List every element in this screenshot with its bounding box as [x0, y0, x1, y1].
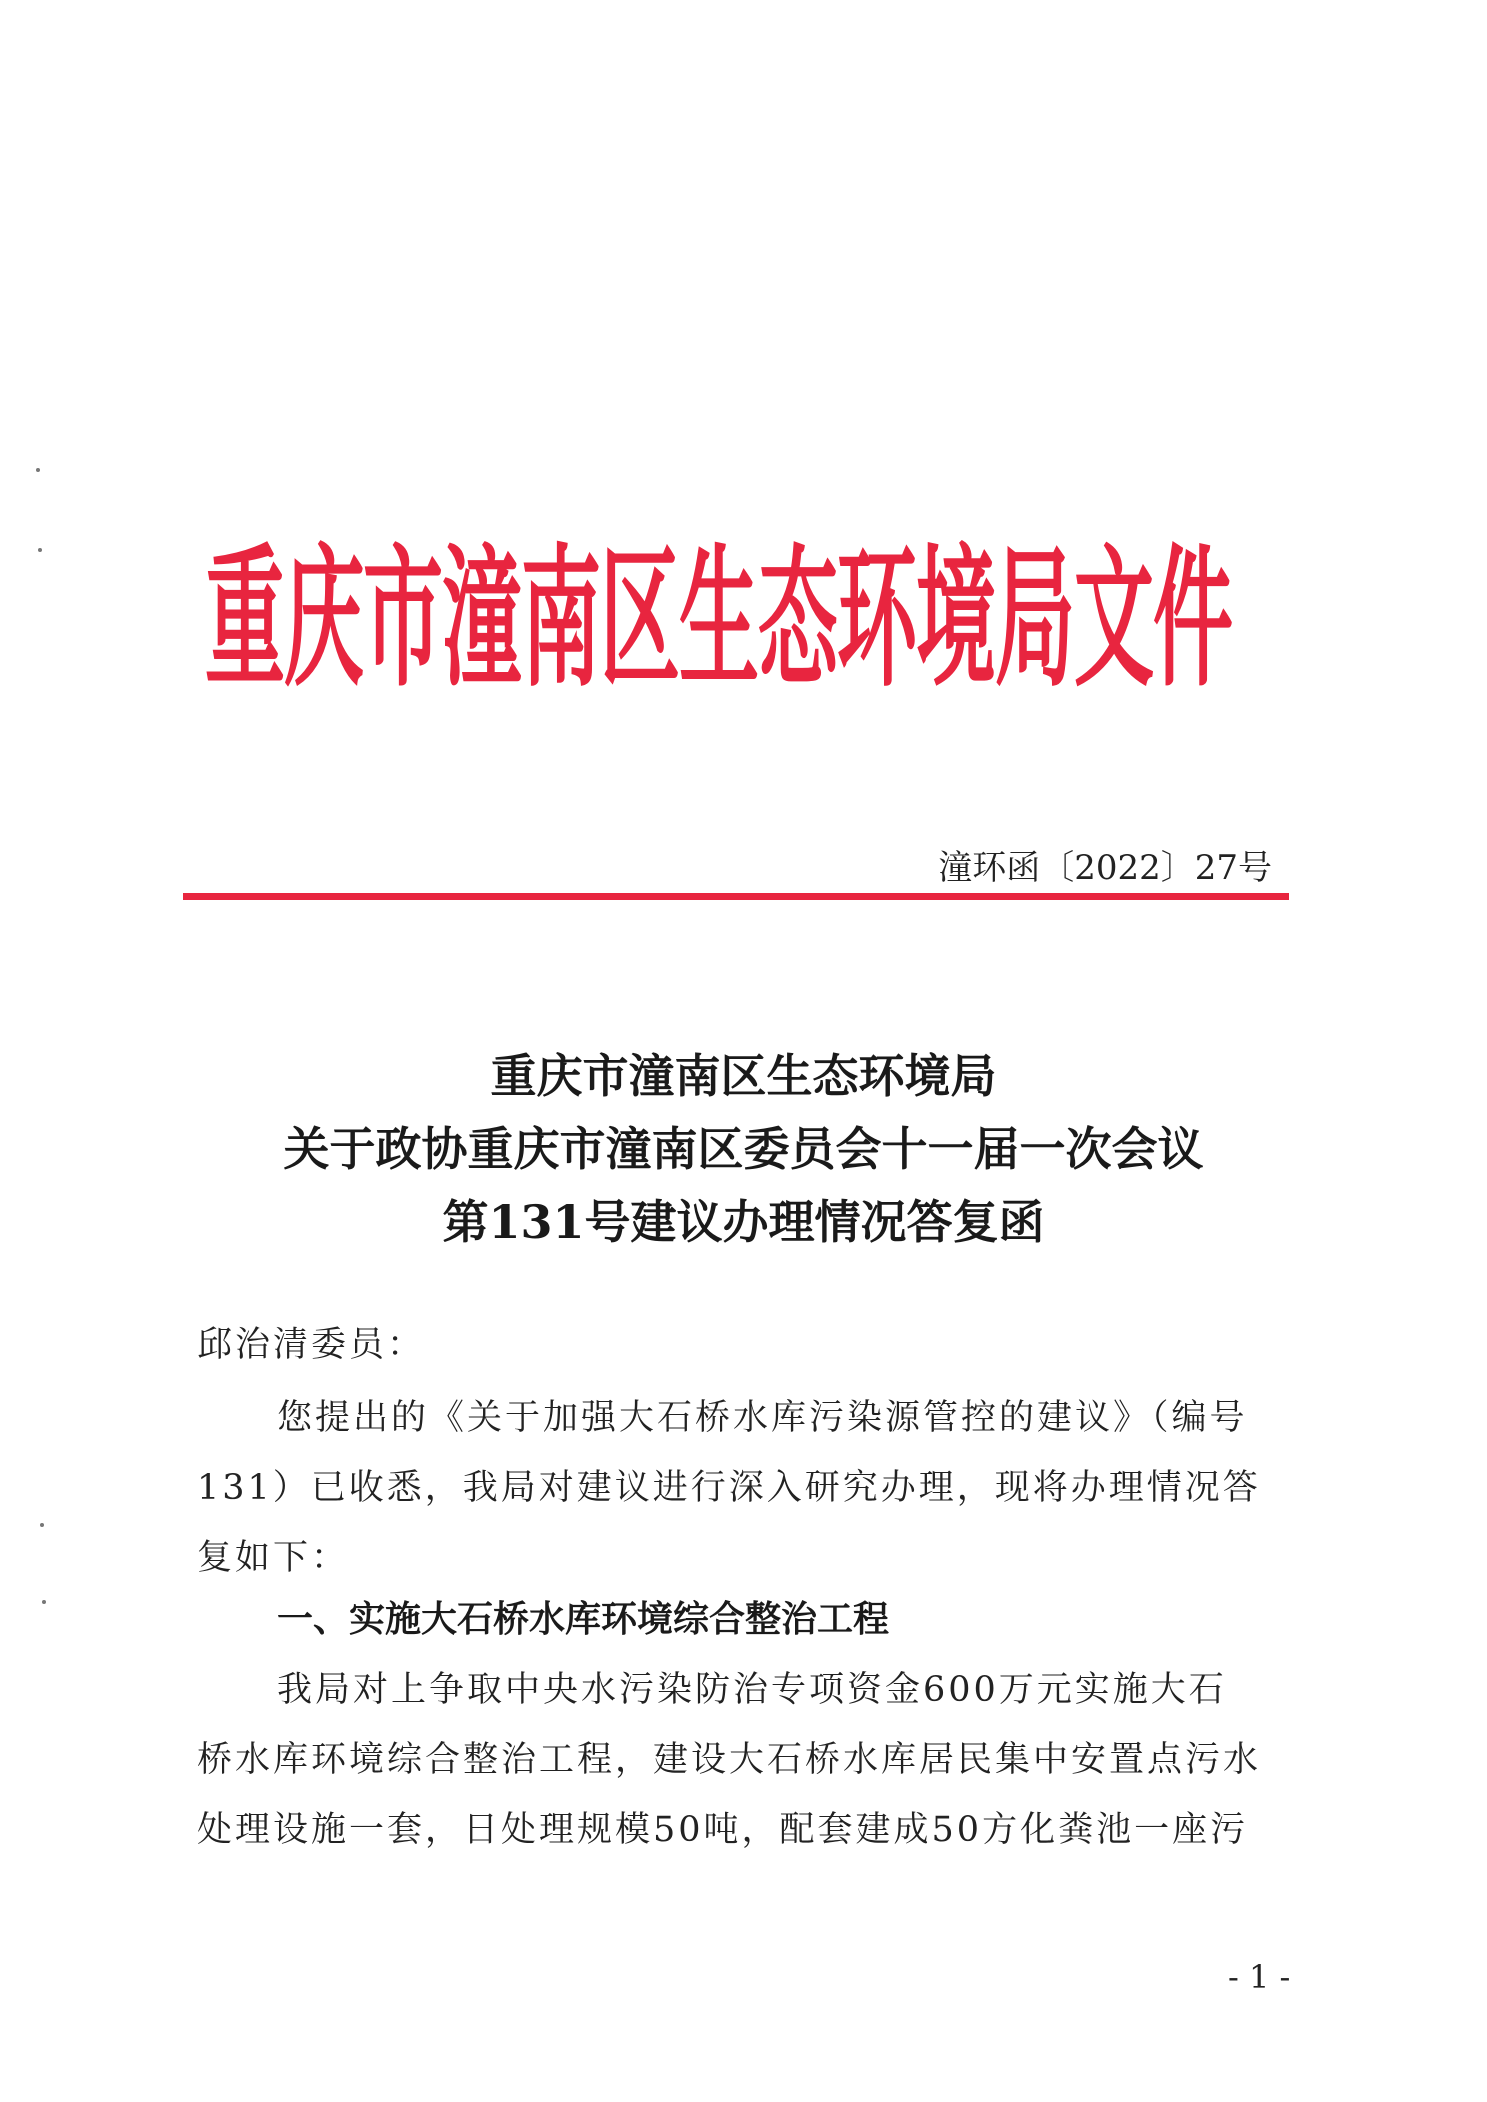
scan-speck: [40, 1523, 44, 1527]
document-masthead: 重庆市潼南区生态环境局文件: [205, 530, 1232, 708]
scan-speck: [36, 468, 40, 472]
paragraph-reply-intro: [197, 1383, 1297, 1593]
paragraph-line: 复如下：: [197, 1538, 350, 1578]
section-heading-1: 一、实施大石桥水库环境综合整治工程: [277, 1599, 890, 1640]
scan-speck: [38, 548, 42, 552]
page-number: - 1 -: [1228, 1958, 1291, 1996]
paragraph-line: 桥水库环境综合整治工程，建设大石桥水库居民集中安置点污水: [197, 1740, 1262, 1780]
title-line-1: 重庆市潼南区生态环境局: [490, 1049, 997, 1103]
paragraph-line: 131）已收悉，我局对建议进行深入研究办理，现将办理情况答: [197, 1468, 1261, 1508]
title-line-3: 第131号建议办理情况答复函: [442, 1195, 1045, 1249]
document-title: [150, 1040, 1337, 1259]
paragraph-line: 您提出的《关于加强大石桥水库污染源管控的建议》（编号: [277, 1398, 1248, 1438]
document-number: 潼环函〔2022〕27号: [938, 848, 1272, 888]
paragraph-section-1: [197, 1655, 1297, 1865]
title-line-2: 关于政协重庆市潼南区委员会十一届一次会议: [283, 1122, 1204, 1176]
masthead-divider: [183, 893, 1289, 900]
scan-speck: [42, 1600, 46, 1604]
salutation: 邱治清委员：: [197, 1325, 426, 1365]
paragraph-line: 我局对上争取中央水污染防治专项资金600万元实施大石: [277, 1670, 1227, 1710]
paragraph-line: 处理设施一套，日处理规模50吨，配套建成50方化粪池一座污: [197, 1810, 1249, 1850]
